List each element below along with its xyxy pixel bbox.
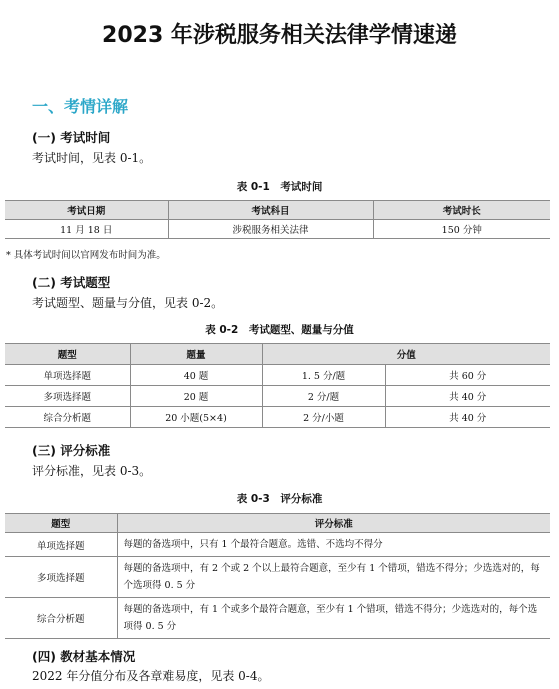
table-row — [5, 386, 550, 407]
table-row — [5, 533, 550, 557]
page-title: 2023 年涉税服务相关法律学情速递 — [102, 23, 457, 48]
section-heading: 一、考情详解 — [32, 97, 129, 116]
table-cell: 11 月 18 日 — [5, 220, 168, 239]
table-cell: 共 40 分 — [385, 407, 550, 428]
table-cell: 150 分钟 — [373, 220, 550, 239]
table-cell: 1. 5 分/题 — [262, 365, 385, 386]
table-row — [5, 220, 550, 239]
table-cell: 单项选择题 — [5, 365, 130, 386]
column-header: 考试时长 — [373, 201, 550, 220]
table-header-row — [5, 344, 550, 365]
table-cell: 每题的备选项中，有 2 个或 2 个以上最符合题意，至少有 1 个错项，错选不得分；少选选对的，每个选项得 0. 5 分 — [117, 557, 550, 598]
table-cell: 涉税服务相关法律 — [168, 220, 373, 239]
table-cell: 20 题 — [130, 386, 262, 407]
table-cell: 综合分析题 — [5, 598, 117, 639]
table-cell: 每题的备选项中，有 1 个或多个最符合题意，至少有 1 个错项，错选不得分；少选选对的，每个选项得 0. 5 分 — [117, 598, 550, 639]
paragraph-scoring: 评分标准，见表 0-3。 — [32, 464, 152, 478]
table-caption-0-3: 表 0-3 评分标准 — [236, 493, 323, 505]
table-header-row — [5, 201, 550, 220]
table-cell: 综合分析题 — [5, 407, 130, 428]
table-row — [5, 365, 550, 386]
table-exam-time — [5, 200, 550, 239]
paragraph-exam-time: 考试时间，见表 0-1。 — [32, 151, 152, 165]
table-header-row — [5, 514, 550, 533]
table-cell: 40 题 — [130, 365, 262, 386]
table-caption-0-2: 表 0-2 考试题型、题量与分值 — [205, 324, 354, 336]
column-header: 分值 — [262, 344, 550, 365]
paragraph-textbook: 2022 年分值分布及各章难易度，见表 0-4。 — [32, 669, 270, 683]
table-row — [5, 557, 550, 598]
subsection-heading-scoring: (三) 评分标准 — [32, 443, 111, 458]
subsection-heading-exam-time: (一) 考试时间 — [32, 130, 111, 145]
table-row — [5, 407, 550, 428]
table-cell: 多项选择题 — [5, 386, 130, 407]
column-header: 评分标准 — [117, 514, 550, 533]
table-cell: 2 分/题 — [262, 386, 385, 407]
column-header: 题量 — [130, 344, 262, 365]
table-cell: 每题的备选项中，只有 1 个最符合题意。选错、不选均不得分 — [117, 533, 550, 557]
subsection-heading-textbook: (四) 教材基本情况 — [32, 649, 136, 664]
table-exam-format — [5, 343, 550, 428]
column-header: 考试日期 — [5, 201, 168, 220]
table-cell: 共 40 分 — [385, 386, 550, 407]
table-cell: 共 60 分 — [385, 365, 550, 386]
table-cell: 2 分/小题 — [262, 407, 385, 428]
table-cell: 多项选择题 — [5, 557, 117, 598]
table-caption-0-1: 表 0-1 考试时间 — [236, 181, 323, 193]
table-note: * 具体考试时间以官网发布时间为准。 — [6, 250, 166, 261]
subsection-heading-exam-format: (二) 考试题型 — [32, 275, 111, 290]
table-scoring — [5, 513, 550, 639]
table-row — [5, 598, 550, 639]
table-cell: 单项选择题 — [5, 533, 117, 557]
column-header: 考试科目 — [168, 201, 373, 220]
table-cell: 20 小题(5×4) — [130, 407, 262, 428]
column-header: 题型 — [5, 514, 117, 533]
column-header: 题型 — [5, 344, 130, 365]
paragraph-exam-format: 考试题型、题量与分值，见表 0-2。 — [32, 296, 224, 310]
